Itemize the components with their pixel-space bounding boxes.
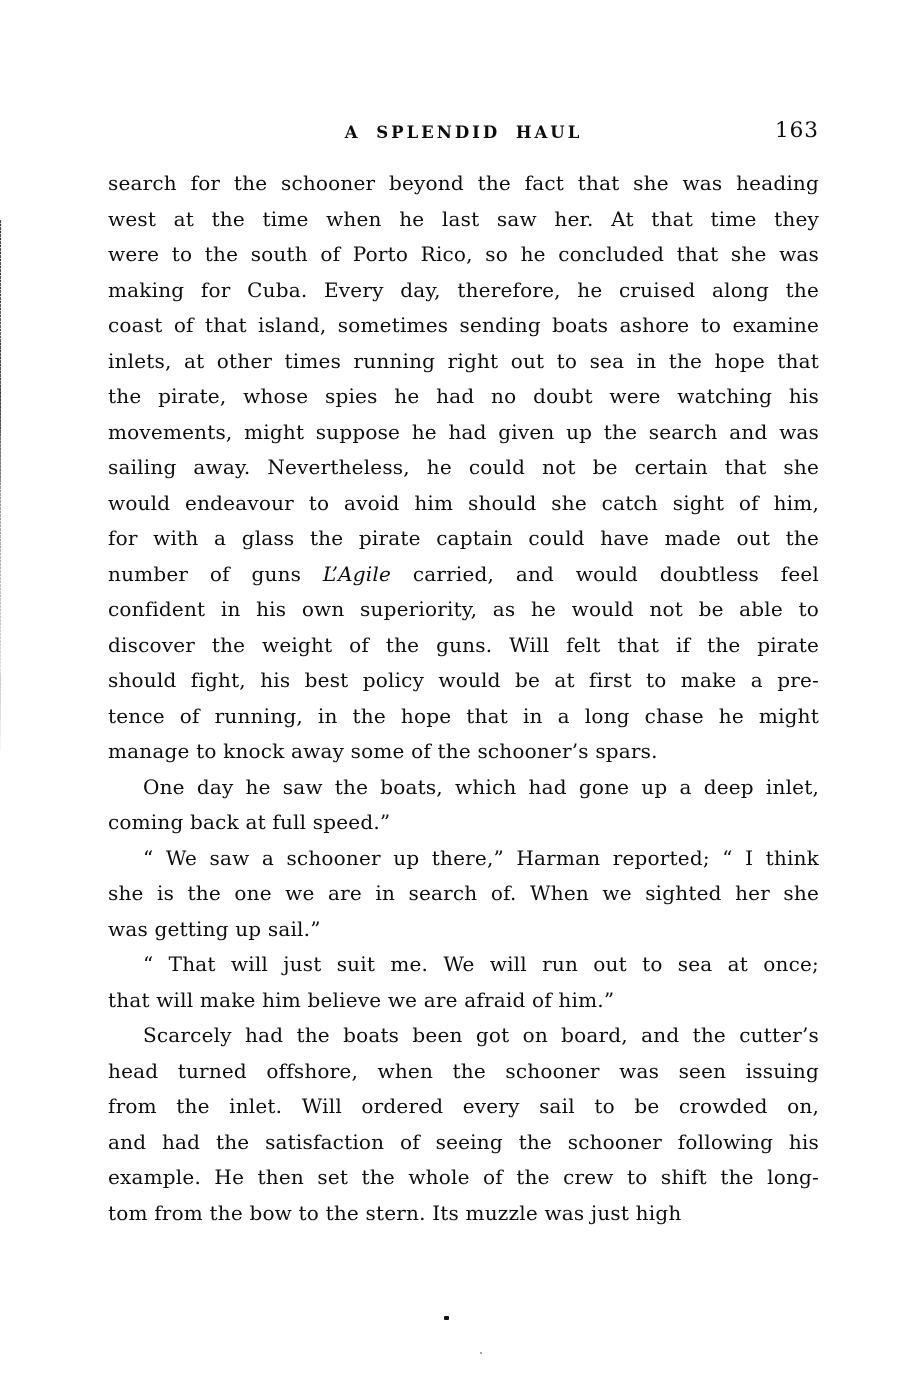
ink-speck	[480, 1352, 482, 1354]
running-title: A SPLENDID HAUL	[344, 123, 583, 142]
text-line: search for the schooner beyond the fact that she was heading	[108, 171, 819, 195]
text-line: One day he saw the boats, which had gone up a deep inlet,	[143, 774, 819, 799]
text-line: should fight, his best policy would be at first to make a pre-	[108, 668, 819, 692]
paragraph	[108, 947, 819, 1018]
text-line: movements, might suppose he had given up the search and was	[108, 419, 819, 444]
text-line: for with a glass the pirate captain could have made out the	[108, 526, 819, 550]
text-line: number of guns L’Agile carried, and would doubtless feel	[108, 561, 819, 586]
text-line: “ We saw a schooner up there,” Harman reported; “ I think	[143, 845, 819, 870]
text-line: head turned offshore, when the schooner was seen issuing	[108, 1058, 819, 1083]
text-line: tom from the bow to the stern. Its muzzle was just high	[108, 1200, 682, 1225]
text-line: coming back at full speed.”	[108, 810, 391, 834]
text-line: sailing away. Nevertheless, he could not be certain that she	[108, 455, 819, 479]
paragraph	[108, 166, 819, 770]
ink-speck	[444, 1316, 449, 1320]
text-line: and had the satisfaction of seeing the schooner following his	[108, 1129, 819, 1154]
page-header	[108, 118, 819, 146]
paragraph	[108, 1018, 819, 1231]
text-line: discover the weight of the guns. Will felt that if the pirate	[108, 632, 819, 657]
text-line: manage to knock away some of the schooner’s spars.	[108, 739, 658, 763]
text-line: confident in his own superiority, as he would not be able to	[108, 597, 819, 621]
paragraph	[108, 841, 819, 948]
text-line: were to the south of Porto Rico, so he concluded that she was	[108, 242, 819, 266]
text-line: making for Cuba. Every day, therefore, he cruised along the	[108, 277, 819, 302]
text-line: from the inlet. Will ordered every sail to be crowded on,	[108, 1094, 819, 1118]
binding-shadow	[0, 220, 11, 1381]
text-line: west at the time when he last saw her. At that time they	[108, 206, 819, 231]
text-line: example. He then set the whole of the crew to shift the long-	[108, 1165, 819, 1189]
text-line: that will make him believe we are afraid of him.”	[108, 987, 615, 1012]
text-line: tence of running, in the hope that in a long chase he might	[108, 703, 819, 728]
text-line: the pirate, whose spies he had no doubt were watching his	[108, 384, 819, 408]
page-number: 163	[774, 118, 819, 143]
text-line: she is the one we are in search of. When we sighted her she	[108, 881, 819, 905]
text-line: coast of that island, sometimes sending boats ashore to examine	[108, 313, 819, 337]
text-line: would endeavour to avoid him should she catch sight of him,	[108, 490, 819, 515]
text-line: “ That will just suit me. We will run out to sea at once;	[143, 952, 819, 976]
text-line: was getting up sail.”	[108, 916, 321, 941]
text-line: inlets, at other times running right out to sea in the hope that	[108, 348, 819, 373]
text-line: Scarcely had the boats been got on board, and the cutter’s	[143, 1023, 819, 1047]
paragraph	[108, 770, 819, 841]
text-block	[108, 166, 819, 1231]
